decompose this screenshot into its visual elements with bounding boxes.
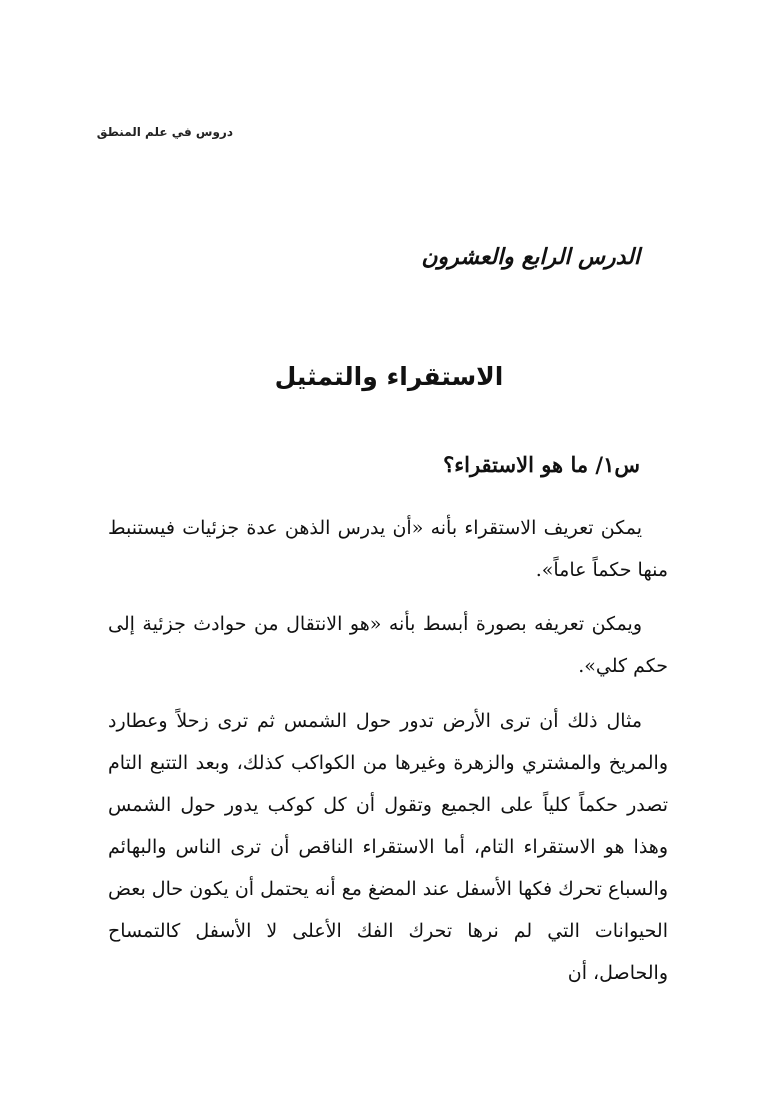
question-heading: س١/ ما هو الاستقراء؟	[443, 452, 640, 477]
paragraph-example: مثال ذلك أن ترى الأرض تدور حول الشمس ثم ترى زحلاً وعطارد والمريخ والمشتري والزهرة وغيرها من الكواكب كذلك، وبعد التتبع التام تصدر حكماً كلياً على الجميع وتقول أن كل كوكب يدور حول الشمس وهذا هو الاستقراء التام، أما الاستقراء الناقص أن ترى الناس والبهائم والسباع تحرك فكها الأسفل عند المضغ مع أنه يحتمل أن يكون حال بعض الحيوانات التي لم نرها تحرك الفك الأعلى لا الأسفل كالتمساح والحاصل، أن	[108, 710, 668, 984]
lesson-title: الاستقراء والتمثيل	[274, 362, 504, 391]
paragraph-definition: يمكن تعريف الاستقراء بأنه «أن يدرس الذهن عدة جزئيات فيستنبط منها حكماً عاماً».	[108, 517, 668, 581]
lesson-number-heading: الدرس الرابع والعشرون	[421, 244, 640, 270]
paragraph-simple-definition: ويمكن تعريفه بصورة أبسط بأنه «هو الانتقال من حوادث جزئية إلى حكم كلي».	[108, 613, 668, 677]
running-header: دروس في علم المنطق	[96, 125, 233, 139]
